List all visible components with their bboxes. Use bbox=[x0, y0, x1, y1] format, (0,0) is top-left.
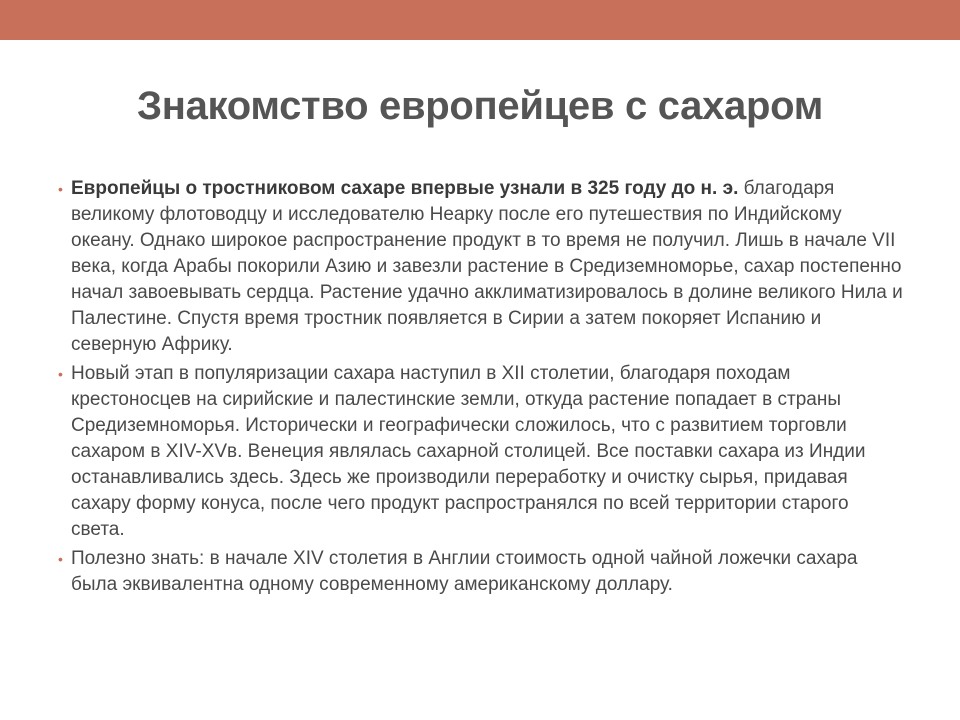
top-accent-bar bbox=[0, 0, 960, 40]
bullet-text: Полезно знать: в начале XIV столетия в Англии стоимость одной чайной ложечки сахара была эквивалентна одному современному американскому доллару. bbox=[71, 548, 858, 595]
bullet-bold-text: Европейцы о тростниковом сахаре впервые узнали в 325 году до н. э. bbox=[71, 178, 739, 199]
bullet-marker-icon: • bbox=[58, 181, 63, 197]
bullet-text: Новый этап в популяризации сахара наступил в XII столетии, благодаря походам крестоносцев на сирийские и палестинские земли, откуда растение попадает в страны Средиземноморья. Исторически и географически сложилось, что с развитием торговли сахаром в XIV-XVв. Венеция являлась сахарной столицей. Все поставки сахара из Индии останавливались здесь. Здесь же производили переработку и очистку сырья, придавая сахару форму конуса, после чего продукт распространялся по всей территории старого света. bbox=[71, 363, 866, 540]
bullet-marker-icon: • bbox=[58, 366, 63, 382]
bullet-marker-icon: • bbox=[58, 551, 63, 567]
bullet-item-2 bbox=[58, 361, 904, 543]
bullet-text: благодаря великому флотоводцу и исследователю Неарку после его путешествия по Индийскому океану. Однако широкое распространение продукт в то время не получил. Лишь в начале VII века, когда Арабы покорили Азию и завезли растение в Средиземноморье, сахар постепенно начал завоевывать сердца. Растение удачно акклиматизировалось в долине великого Нила и Палестине. Спустя время тростник появляется в Сирии а затем покоряет Испанию и северную Африку. bbox=[71, 178, 903, 355]
slide-content bbox=[58, 176, 904, 601]
slide-title: Знакомство европейцев с сахаром bbox=[136, 84, 824, 128]
bullet-item-1 bbox=[58, 176, 904, 358]
bullet-item-3 bbox=[58, 546, 904, 598]
